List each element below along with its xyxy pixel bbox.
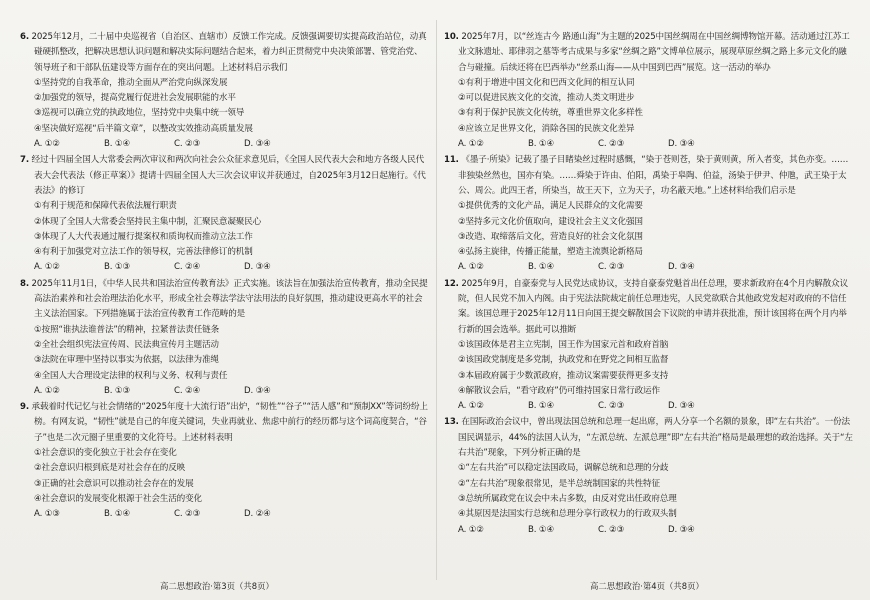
answer-option: C. ②④ [174, 262, 201, 273]
question-number: 8. [20, 278, 29, 289]
statement-item: ②坚持多元文化价值取向，建设社会主义文化强国 [458, 216, 643, 227]
answer-option: D. ③④ [668, 262, 695, 273]
question-text: 《墨子·所染》记载了墨子目睹染丝过程时感慨，“染于苍则苍，染于黄则黄，所入者变，其色亦变。……非独染丝然也，国亦有染。……舜染于许由、伯阳，禹染于皋陶、伯益，汤染于伊尹、仲虺，武王染于太公、周公。此四王者，所染当，故王天下，立为天子，功名蔽天地。”上述材料给我们启示是 [458, 155, 849, 196]
statement-item: ④有利于加强党对立法工作的领导权，完善法律修订的机制 [34, 247, 253, 258]
answer-options [444, 137, 854, 152]
statement-item: ①社会意识的变化独立于社会存在变化 [34, 448, 177, 459]
question-stem [20, 153, 428, 199]
question-number: 9. [20, 402, 29, 413]
statement-item: ④全国人大合理设定法律的权利与义务、权利与责任 [34, 370, 228, 381]
answer-option: A. ①② [458, 139, 484, 150]
statement-item: ③本届政府属于少数派政府，推动议案需要获得更多支持 [458, 370, 669, 381]
question-13 [444, 415, 854, 537]
answer-option: B. ①③ [104, 385, 131, 396]
footer-left-page-number: 高二思想政治·第3页（共8页） [160, 581, 274, 591]
right-page-column [444, 30, 854, 570]
question-text: 在国际政治会议中，曾出现法国总统和总理一起出席，两人分享一个名额的景象，即“左右共治”。一份法国民调显示，44%的法国人认为，“左派总统、左派总理”即“左右共治”格局是最理想的政治选择。关于“左右共治”现象，下列分析正确的是 [458, 417, 853, 459]
statement-item: ③改造、取缔落后文化，营造良好的社会文化氛围 [458, 231, 643, 242]
question-7 [20, 153, 428, 275]
answer-option: D. ③④ [244, 139, 271, 150]
statement-item: ①“左右共治”可以稳定法国政局，调解总统和总理的分歧 [458, 463, 669, 474]
answer-option: D. ③④ [244, 262, 271, 273]
question-stem [444, 277, 854, 338]
statement-item: ④其原因是法国实行总统和总理分享行政权力的行政双头制 [458, 509, 677, 520]
question-number: 6. [20, 32, 29, 42]
answer-option: A. ①② [458, 401, 484, 412]
statement-item: ②可以促进民族文化的交流，推动人类文明进步 [458, 93, 635, 104]
answer-option: A. ①② [458, 262, 484, 273]
question-text: 2025年9月，自豪泰党与人民党达成协议，支持自豪泰党魁首出任总理，要求新政府在4个月内解散众议院，但人民党不加入内阁。由于宪法法院裁定前任总理违宪，人民党欲联合其他政党发起对政府的不信任案。该国总理于2025年12月11日向国王提交解散国会下议院的申请并获批准，预计该国将在两个月内举行新的国会选举。据此可以推断 [458, 278, 848, 335]
statement-item: ③总统所属政党在议会中未占多数，由反对党出任政府总理 [458, 493, 677, 504]
answer-option: B. ①④ [528, 401, 555, 412]
question-12 [444, 277, 854, 415]
statement-item: ③正确的社会意识可以推动社会存在的发展 [34, 478, 194, 489]
answer-option: C. ②④ [174, 385, 201, 396]
statement-item: ②社会意识归根到底是对社会存在的反映 [34, 463, 186, 474]
answer-option: C. ②③ [598, 139, 625, 150]
question-6 [20, 30, 428, 152]
statement-item: ①有利于规范和保障代表依法履行职责 [34, 201, 177, 212]
answer-options [444, 399, 854, 414]
answer-options [20, 260, 428, 275]
statement-item: ①按照“谁执法谁普法”的精神，拉紧普法责任链条 [34, 324, 220, 335]
statement-item: ①该国政体是君主立宪制，国王作为国家元首和政府首脑 [458, 339, 669, 350]
statement-item: ②“左右共治”现象很常见，是半总统制国家的共性特征 [458, 478, 660, 489]
answer-option: A. ①② [458, 524, 484, 535]
answer-option: A. ①③ [34, 509, 60, 520]
question-text: 2025年11月1日，《中华人民共和国法治宣传教育法》正式实施。该法旨在加强法治宣传教育，推动全民提高法治素养和社会治理法治化水平，形成全社会尊法学法守法用法的良好氛围，推动建设更高水平的社会主义法治国家。下列措施属于法治宣传教育工作范畴的是 [31, 278, 428, 320]
answer-option: D. ③④ [668, 524, 695, 535]
answer-option: D. ③④ [668, 139, 695, 150]
statement-item: ④弘扬主旋律，传播正能量，塑造主流舆论新格局 [458, 247, 643, 258]
page-divider [436, 20, 437, 580]
question-stem [444, 153, 854, 199]
answer-option: B. ①④ [104, 139, 131, 150]
statement-item: ④社会意识的发展变化根源于社会生活的变化 [34, 493, 202, 504]
question-number: 11. [444, 155, 459, 166]
question-8 [20, 277, 428, 399]
question-stem [444, 30, 854, 76]
answer-option: B. ①③ [104, 262, 131, 273]
answer-option: B. ①④ [528, 262, 555, 273]
statement-item: ③巡视可以确立党的执政地位，坚持党中央集中统一领导 [34, 108, 245, 119]
question-10 [444, 30, 854, 152]
statement-item: ②全社会组织宪法宣传周、民法典宣传月主题活动 [34, 339, 219, 350]
answer-options [20, 137, 428, 152]
answer-option: C. ②③ [598, 262, 625, 273]
answer-options [20, 507, 428, 522]
question-stem [20, 277, 428, 323]
question-number: 13. [444, 417, 459, 428]
question-11 [444, 153, 854, 275]
answer-option: D. ③④ [244, 385, 271, 396]
question-text: 承载着时代记忆与社会情绪的“2025年度十大流行语”出炉，“韧性”“谷子”“活人感”和“预制XX”等词纷纷上榜。有网友说，“韧性”就是自己的年度关键词，失业再就业、焦虑中前行的经历都与这个词高度契合，“谷子”也是二次元圈子里重要的文化符号。上述材料表明 [31, 402, 428, 443]
answer-option: D. ②④ [244, 509, 271, 520]
statement-item: ②该国政党制度是多党制，执政党和在野党之间相互监督 [458, 355, 669, 366]
answer-option: A. ①② [34, 385, 60, 396]
answer-options [20, 384, 428, 399]
statement-item: ④应该立足世界文化，消除各国的民族文化差异 [458, 123, 635, 134]
footer-right-page-number: 高二思想政治·第4页（共8页） [590, 581, 704, 591]
question-number: 12. [444, 278, 459, 289]
statement-item: ④坚决做好巡视“后半篇文章”，以整改实效推动高质量发展 [34, 123, 253, 134]
answer-option: B. ①④ [528, 139, 555, 150]
statement-item: ②体现了全国人大常委会坚持民主集中制，汇聚民意凝聚民心 [34, 216, 262, 227]
statement-item: ①有利于增进中国文化和巴西文化间的相互认同 [458, 77, 635, 88]
answer-option: C. ②③ [174, 139, 201, 150]
statement-item: ④解散议会后，“看守政府”仍可维持国家日常行政运作 [458, 385, 660, 396]
answer-option: B. ①④ [528, 524, 555, 535]
question-stem [20, 400, 428, 446]
statement-item: ③体现了人大代表通过履行提案权和质询权而推动立法工作 [34, 231, 253, 242]
statement-item: ③有利于保护民族文化传统，尊重世界文化多样性 [458, 108, 643, 119]
statement-item: ①坚持党的自我革命，推动全面从严治党向纵深发展 [34, 77, 228, 88]
answer-option: C. ②③ [598, 524, 625, 535]
answer-option: A. ①② [34, 262, 60, 273]
answer-option: B. ①④ [104, 509, 131, 520]
answer-option: D. ③④ [668, 401, 695, 412]
question-stem [20, 30, 428, 76]
answer-option: A. ①② [34, 139, 60, 150]
question-number: 10. [444, 32, 459, 42]
question-number: 7. [20, 155, 29, 166]
question-9 [20, 400, 428, 522]
question-text: 2025年12月，二十届中央巡视省（自治区、直辖市）反馈工作完成。反馈强调要切实提高政治站位，动真碰硬抓整改，把解决思想认识问题和解决实际问题结合起来，着力纠正贯彻党中央决策部署、管党治党、领导班子和干部队伍建设等方面存在的突出问题。上述材料启示我们 [31, 32, 427, 73]
question-text: 经过十四届全国人大常委会两次审议和两次向社会公众征求意见后，《全国人民代表大会和地方各级人民代表大会代表法（修正草案）》提请十四届全国人大三次会议审议并获通过，自2025年3月12日起施行。《代表法》的修订 [31, 155, 426, 196]
answer-option: C. ②③ [598, 401, 625, 412]
answer-options [444, 523, 854, 538]
question-text: 2025年7月，以“丝连古今 路通山海”为主题的2025中国丝绸周在中国丝绸博物馆开幕。活动通过江苏工业文脉遗址、耶律羽之墓等考古成果与多家“丝绸之路”文博单位展示，展现草原丝绸之路上多元文化的融合与碰撞。后续还将在巴西举办“丝系山海——从中国到巴西”展览。这一活动的举办 [458, 32, 850, 73]
statement-item: ②加强党的领导，提高党履行促进社会发展职能的水平 [34, 93, 236, 104]
answer-options [444, 260, 854, 275]
left-page-column [20, 30, 428, 570]
statement-item: ③法院在审理中坚持以事实为依据，以法律为准绳 [34, 355, 219, 366]
question-stem [444, 415, 854, 461]
statement-item: ①提供优秀的文化产品，满足人民群众的文化需要 [458, 201, 643, 212]
answer-option: C. ②③ [174, 509, 201, 520]
